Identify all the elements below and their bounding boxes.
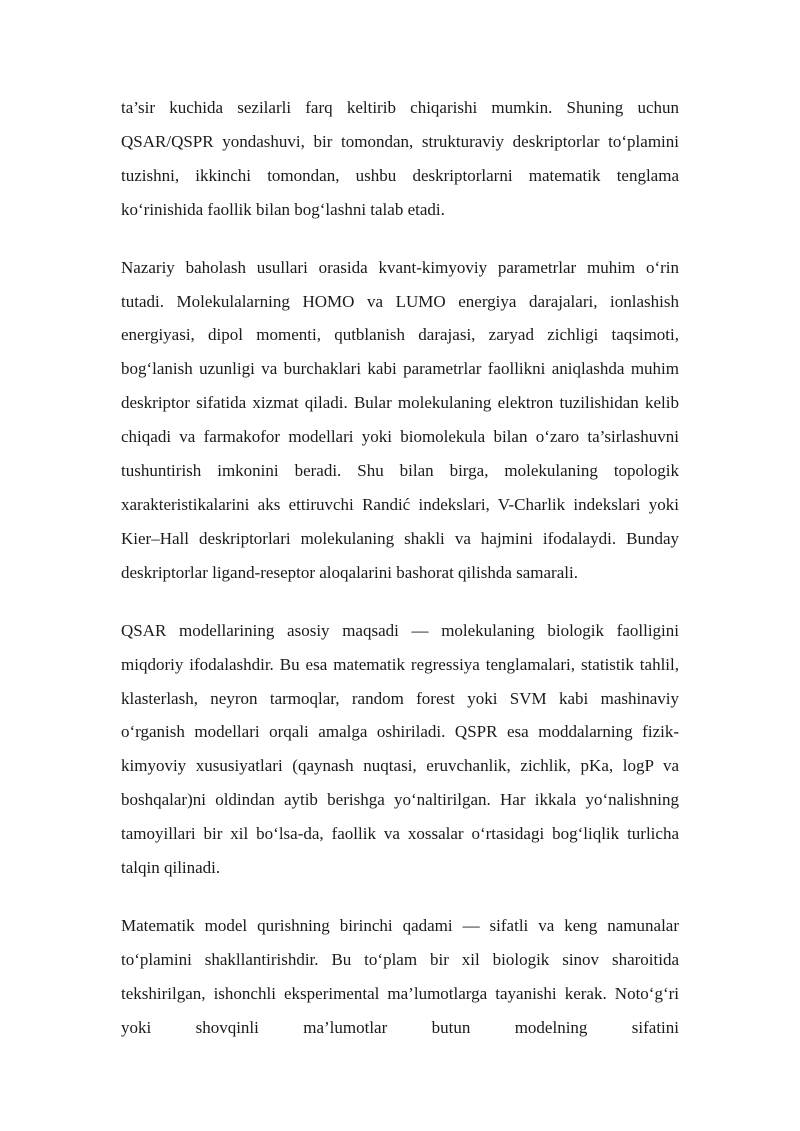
paragraph-3: QSAR modellarining asosiy maqsadi — molekulaning biologik faolligini miqdoriy ifodalashdir. Bu esa matematik regressiya tenglamalari, statistik tahlil, klasterlash, neyron tarmoqlar, random forest yoki SVM kabi mashinaviy o‘rganish modellari orqali amalga oshiriladi. QSPR esa moddalarning fizik-kimyoviy xususiyatlari (qaynash nuqtasi, eruvchanlik, zichlik, pKa, logP va boshqalar)ni oldindan aytib berishga yo‘naltirilgan. Har ikkala yo‘nalishning tamoyillari bir xil bo‘lsa-da, faollik va xossalar o‘rtasidagi bog‘liqlik turlicha talqin qilinadi. [121, 620, 679, 878]
paragraph-4: Matematik model qurishning birinchi qadami — sifatli va keng namunalar to‘plamini shakllantirishdir. Bu to‘plam bir xil biologik sinov sharoitida tekshirilgan, ishonchli eksperimental ma’lumotlarga tayanishi kerak. Noto‘g‘ri yoki shovqinli ma’lumotlar butun modelning sifatini [121, 915, 679, 1037]
paragraph-1: ta’sir kuchida sezilarli farq keltirib chiqarishi mumkin. Shuning uchun QSAR/QSPR yondashuvi, bir tomondan, strukturaviy deskriptorlar to‘plamini tuzishni, ikkinchi tomondan, ushbu deskriptorlarni matematik tenglama ko‘rinishida faollik bilan bog‘lashni talab etadi. [121, 98, 679, 219]
paragraph-2: Nazariy baholash usullari orasida kvant-kimyoviy parametrlar muhim o‘rin tutadi. Molekulalarning HOMO va LUMO energiya darajalari, ionlashish energiyasi, dipol momenti, qutblanish darajasi, zaryad zichligi taqsimoti, bog‘lanish uzunligi va burchaklari kabi parametrlar faollikni aniqlashda muhim deskriptor sifatida xizmat qiladi. Bular molekulaning elektron tuzilishidan kelib chiqadi va farmakofor modellari yoki biomolekula bilan o‘zaro ta’sirlashuvni tushuntirish imkonini beradi. Shu bilan birga, molekulaning topologik xarakteristikalarini aks ettiruvchi Randić indekslari, V-Charlik indekslari yoki Kier–Hall deskriptorlari molekulaning shakli va hajmini ifodalaydi. Bunday deskriptorlar ligand-reseptor aloqalarini bashorat qilishda samarali. [121, 257, 679, 582]
document-page [121, 91, 679, 1069]
